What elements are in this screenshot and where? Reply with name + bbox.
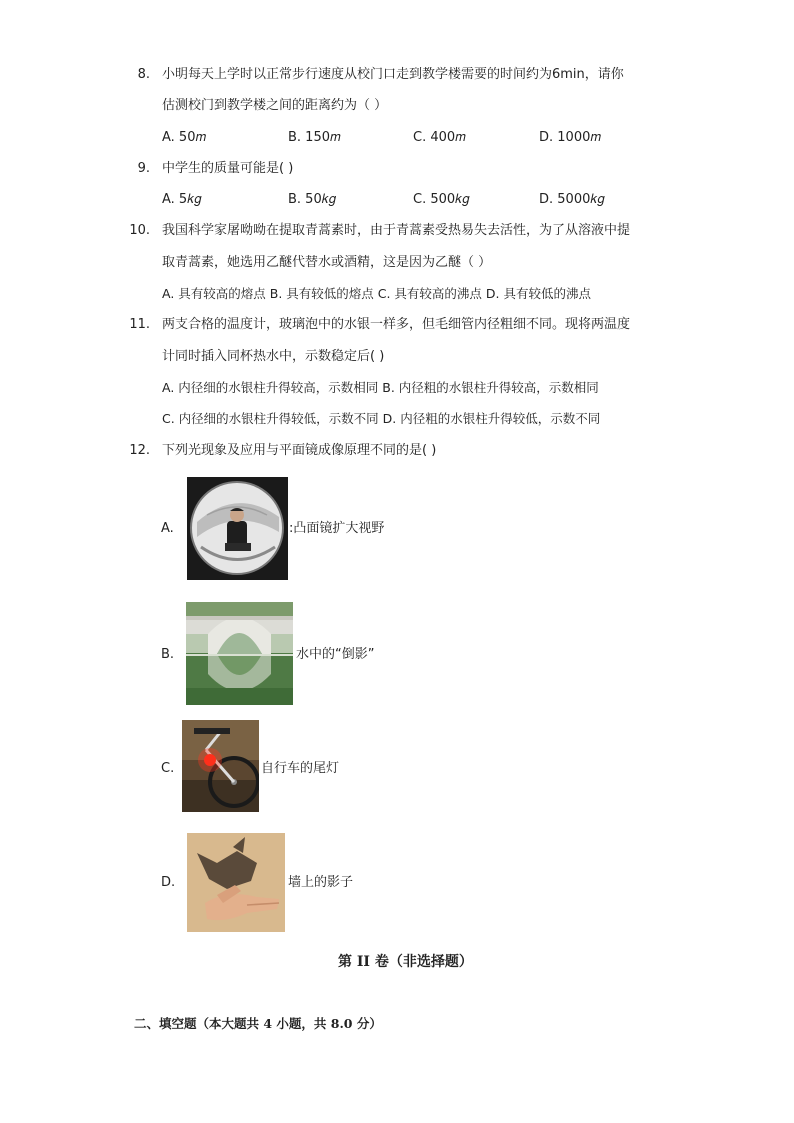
- question-12-choice-a-caption: :凸面镜扩大视野: [289, 521, 385, 536]
- question-12-choice-d-letter: D.: [161, 875, 176, 890]
- question-12-choice-d-caption: 墙上的影子: [288, 875, 354, 890]
- question-9-option-b: B. 50𝑘𝑔: [288, 192, 336, 207]
- question-12-choice-a-letter: A.: [161, 521, 174, 536]
- fill-in-section-heading: 二、填空题（本大题共 4 小题，共 8.0 分）: [134, 1016, 382, 1031]
- question-11-options-ab: A. 内径细的水银柱升得较高，示数相同 B. 内径粗的水银柱升得较高，示数相同: [162, 380, 599, 395]
- question-8-stem-line1: 小明每天上学时以正常步行速度从校门口走到教学楼需要的时间约为6min，请你: [162, 67, 624, 82]
- question-8-number: 8.: [137, 67, 150, 82]
- question-12-number: 12.: [129, 443, 150, 458]
- question-11-options-cd: C. 内径细的水银柱升得较低，示数不同 D. 内径粗的水银柱升得较低，示数不同: [162, 411, 601, 426]
- question-12-choice-b-caption: 水中的“倒影”: [296, 647, 375, 662]
- question-10-number: 10.: [129, 223, 150, 238]
- wall-shadow-photo: [187, 833, 285, 932]
- question-9-option-a: A. 5𝑘𝑔: [162, 192, 202, 207]
- question-12-stem: 下列光现象及应用与平面镜成像原理不同的是( ): [162, 443, 437, 458]
- question-11-stem-line2: 计同时插入同杯热水中，示数稳定后( ): [162, 349, 385, 364]
- question-8-stem-line2: 估测校门到教学楼之间的距离约为（ ）: [162, 98, 388, 113]
- question-9-option-c: C. 500𝑘𝑔: [413, 192, 470, 207]
- question-11-number: 11.: [129, 317, 150, 332]
- convex-mirror-photo: [187, 477, 288, 580]
- question-10-stem-line1: 我国科学家屠呦呦在提取青蒿素时，由于青蒿素受热易失去活性，为了从溶液中提: [162, 223, 631, 238]
- question-12-choice-c-caption: 自行车的尾灯: [261, 761, 340, 776]
- question-12-choice-b-letter: B.: [161, 647, 175, 662]
- question-9-stem: 中学生的质量可能是( ): [162, 161, 294, 176]
- question-8-option-a: A. 50𝑚: [162, 130, 207, 145]
- question-8-option-b: B. 150𝑚: [288, 130, 341, 145]
- bicycle-tail-light-photo: [182, 720, 259, 812]
- question-9-number: 9.: [137, 161, 150, 176]
- question-10-options: A. 具有较高的熔点 B. 具有较低的熔点 C. 具有较高的沸点 D. 具有较低的沸点: [162, 286, 591, 301]
- question-8-option-d: D. 1000𝑚: [539, 130, 601, 145]
- question-11-stem-line1: 两支合格的温度计，玻璃泡中的水银一样多，但毛细管内径粗细不同。现将两温度: [162, 317, 631, 332]
- part-two-heading: 第 II 卷（非选择题）: [338, 954, 473, 970]
- question-8-option-c: C. 400𝑚: [413, 130, 466, 145]
- question-10-stem-line2: 取青蒿素，她选用乙醚代替水或酒精，这是因为乙醚（ ）: [162, 255, 492, 270]
- bridge-reflection-photo: [186, 602, 293, 705]
- question-12-choice-c-letter: C.: [161, 761, 175, 776]
- question-9-option-d: D. 5000𝑘𝑔: [539, 192, 605, 207]
